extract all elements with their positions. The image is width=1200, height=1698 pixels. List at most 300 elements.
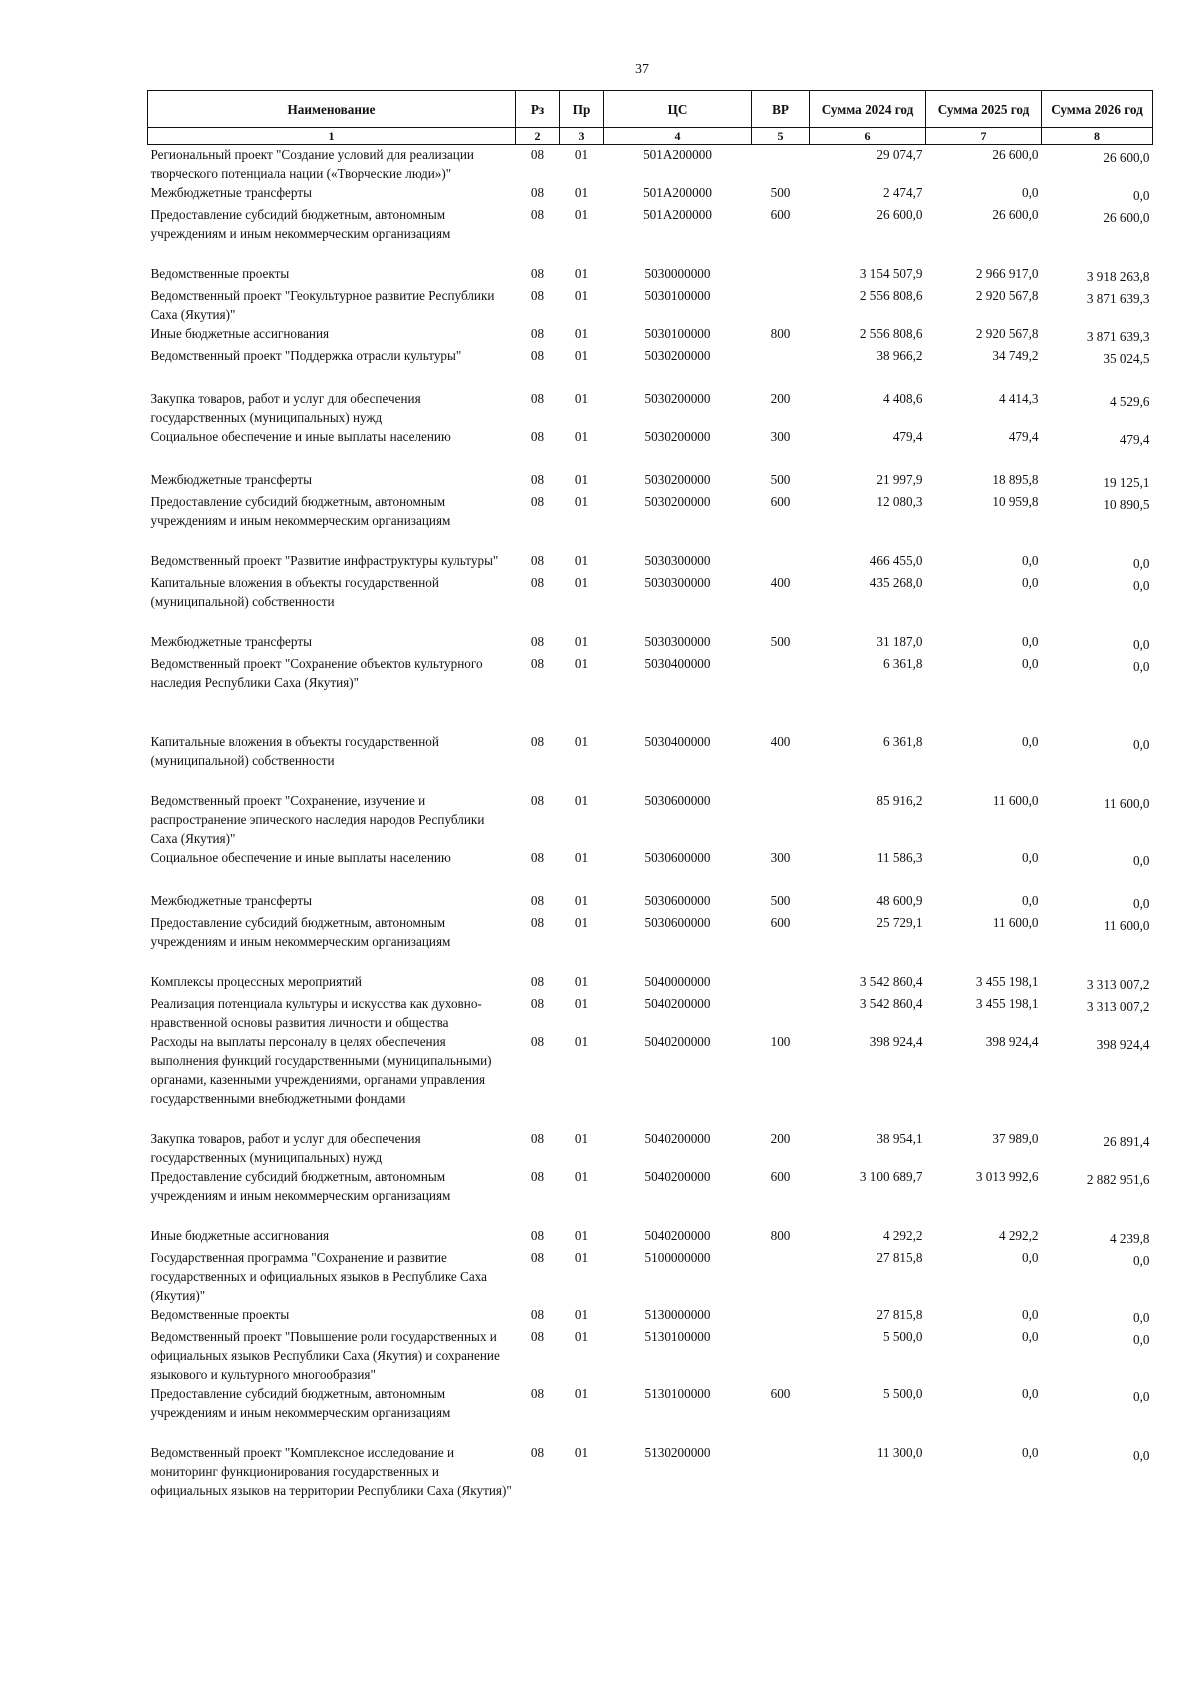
row-sum-2024: 48 600,9: [876, 893, 923, 908]
row-sum-2025: 2 966 917,0: [975, 266, 1039, 281]
row-pr: 01: [574, 185, 589, 200]
row-rz: 08: [530, 1445, 545, 1460]
row-sum-2025: 3 013 992,6: [975, 1169, 1039, 1184]
row-sum-2024: 31 187,0: [876, 634, 923, 649]
page-number: 37: [635, 62, 649, 77]
row-name: Ведомственные проекты: [150, 266, 290, 281]
col-number: 4: [604, 128, 752, 145]
row-rz: 08: [530, 494, 545, 509]
row-sum-2024: 3 542 860,4: [859, 996, 923, 1011]
row-sum-2024: 466 455,0: [869, 553, 923, 568]
row-sum-2026: 26 600,0: [1103, 210, 1150, 225]
row-sum-2024: 85 916,2: [876, 793, 923, 808]
row-cs: 5040200000: [644, 1131, 711, 1146]
row-sum-2025: 0,0: [1022, 185, 1039, 200]
row-pr: 01: [574, 575, 589, 590]
row-vr: [752, 1248, 810, 1305]
row-vr: 500: [770, 893, 791, 908]
row-sum-2025: 0,0: [1022, 634, 1039, 649]
row-vr: 300: [770, 429, 791, 444]
row-sum-2026: 10 890,5: [1103, 497, 1150, 512]
row-vr: 600: [770, 207, 791, 222]
row-name: Капитальные вложения в объекты государственной (муниципальной) собственности: [150, 734, 439, 768]
row-sum-2025: 0,0: [1022, 1386, 1039, 1401]
row-cs: 5130100000: [644, 1329, 711, 1344]
row-pr: 01: [574, 793, 589, 808]
row-vr: 800: [770, 1228, 791, 1243]
row-sum-2026: 3 918 263,8: [1086, 269, 1150, 284]
row-cs: 5040200000: [644, 996, 711, 1011]
row-rz: 08: [530, 893, 545, 908]
row-pr: 01: [574, 429, 589, 444]
row-cs: 501A200000: [643, 147, 712, 162]
row-sum-2025: 0,0: [1022, 850, 1039, 865]
row-sum-2024: 2 556 808,6: [859, 288, 923, 303]
col-number: 2: [516, 128, 560, 145]
row-pr: 01: [574, 893, 589, 908]
row-cs: 5030300000: [644, 553, 711, 568]
row-sum-2026: 19 125,1: [1103, 475, 1150, 490]
row-pr: 01: [574, 1307, 589, 1322]
row-name: Государственная программа "Сохранение и развитие государственных и официальных языков в Республике Саха (Якутия)": [150, 1250, 487, 1303]
row-vr: [752, 346, 810, 389]
col-number: 1: [148, 128, 516, 145]
row-sum-2026: 3 871 639,3: [1086, 329, 1150, 344]
table-row: [148, 1167, 1153, 1226]
row-sum-2026: 479,4: [1119, 432, 1150, 447]
row-rz: 08: [530, 147, 545, 162]
table-body: [148, 145, 1153, 1501]
table-row: [148, 264, 1153, 286]
table-row: [148, 492, 1153, 551]
row-name: Реализация потенциала культуры и искусства как духовно-нравственной основы развития личности и общества: [150, 996, 482, 1030]
table-row: [148, 1129, 1153, 1167]
row-name: Иные бюджетные ассигнования: [150, 1228, 330, 1243]
row-name: Комплексы процессных мероприятий: [150, 974, 362, 989]
row-pr: 01: [574, 147, 589, 162]
row-name: Ведомственный проект "Сохранение, изучение и распространение эпического наследия народов Республики Саха (Якутия)": [150, 793, 485, 846]
row-vr: 600: [770, 1169, 791, 1184]
row-sum-2025: 11 600,0: [992, 793, 1039, 808]
table-row: [148, 1226, 1153, 1248]
row-rz: 08: [530, 974, 545, 989]
row-cs: 5030200000: [644, 348, 711, 363]
table-row: [148, 1032, 1153, 1129]
row-sum-2024: 5 500,0: [882, 1329, 923, 1344]
row-rz: 08: [530, 575, 545, 590]
row-cs: 501A200000: [643, 207, 712, 222]
row-sum-2026: 0,0: [1133, 556, 1150, 571]
table-row: [148, 791, 1153, 848]
row-sum-2024: 398 924,4: [869, 1034, 923, 1049]
row-vr: 600: [770, 494, 791, 509]
row-sum-2025: 0,0: [1022, 1250, 1039, 1265]
row-name: Расходы на выплаты персоналу в целях обеспечения выполнения функций государственными (муниципальными) органами, казенными учреждениями, органами управления государственными внебюджетными фондами: [150, 1034, 492, 1106]
row-vr: 500: [770, 185, 791, 200]
row-rz: 08: [530, 734, 545, 749]
row-pr: 01: [574, 348, 589, 363]
row-pr: 01: [574, 553, 589, 568]
row-name: Социальное обеспечение и иные выплаты населению: [150, 850, 451, 865]
row-pr: 01: [574, 1169, 589, 1184]
row-name: Предоставление субсидий бюджетным, автономным учреждениям и иным некоммерческим организациям: [150, 1169, 451, 1203]
row-name: Предоставление субсидий бюджетным, автономным учреждениям и иным некоммерческим организациям: [150, 1386, 451, 1420]
col-number: 7: [926, 128, 1042, 145]
row-cs: 5040000000: [644, 974, 711, 989]
row-sum-2025: 34 749,2: [992, 348, 1039, 363]
row-rz: 08: [530, 1034, 545, 1049]
row-sum-2024: 25 729,1: [876, 915, 923, 930]
row-cs: 5030200000: [644, 494, 711, 509]
row-vr: [752, 1443, 810, 1500]
row-pr: 01: [574, 1228, 589, 1243]
row-sum-2024: 26 600,0: [876, 207, 923, 222]
row-rz: 08: [530, 1131, 545, 1146]
row-sum-2026: 0,0: [1133, 1253, 1150, 1268]
row-sum-2026: 0,0: [1133, 1448, 1150, 1463]
table-row: [148, 286, 1153, 324]
row-name: Предоставление субсидий бюджетным, автономным учреждениям и иным некоммерческим организациям: [150, 494, 451, 528]
row-rz: 08: [530, 472, 545, 487]
col-number: 8: [1042, 128, 1153, 145]
row-sum-2024: 6 361,8: [882, 656, 923, 671]
row-pr: 01: [574, 207, 589, 222]
table-row: [148, 1305, 1153, 1327]
row-pr: 01: [574, 634, 589, 649]
row-vr: 800: [770, 326, 791, 341]
row-name: Ведомственный проект "Комплексное исследование и мониторинг функционирования государственных и официальных языков на территории Республики Саха (Якутия)": [150, 1445, 512, 1498]
row-vr: 600: [770, 1386, 791, 1401]
row-sum-2024: 38 954,1: [876, 1131, 923, 1146]
row-cs: 5030600000: [644, 893, 711, 908]
col-header-sum2024: Сумма 2024 год: [810, 91, 926, 128]
row-sum-2025: 3 455 198,1: [975, 996, 1039, 1011]
row-cs: 5030400000: [644, 656, 711, 671]
row-sum-2024: 3 542 860,4: [859, 974, 923, 989]
row-vr: [752, 791, 810, 848]
row-sum-2026: 0,0: [1133, 188, 1150, 203]
row-sum-2024: 27 815,8: [876, 1250, 923, 1265]
row-name: Ведомственный проект "Повышение роли государственных и официальных языков Республики Саха (Якутия) и сохранение языкового и культурного многообразия": [150, 1329, 500, 1382]
row-rz: 08: [530, 1386, 545, 1401]
row-sum-2024: 11 300,0: [876, 1445, 923, 1460]
row-sum-2024: 3 100 689,7: [859, 1169, 923, 1184]
col-header-rz: Рз: [516, 91, 560, 128]
budget-table: [147, 90, 1153, 1500]
table-row: [148, 632, 1153, 654]
row-sum-2024: 6 361,8: [882, 734, 923, 749]
table-row: [148, 324, 1153, 346]
row-cs: 5030400000: [644, 734, 711, 749]
row-pr: 01: [574, 734, 589, 749]
row-sum-2025: 0,0: [1022, 734, 1039, 749]
col-header-name: Наименование: [148, 91, 516, 128]
row-vr: [752, 264, 810, 286]
row-pr: 01: [574, 391, 589, 406]
row-pr: 01: [574, 266, 589, 281]
row-sum-2024: 21 997,9: [876, 472, 923, 487]
row-pr: 01: [574, 326, 589, 341]
row-name: Ведомственный проект "Развитие инфраструктуры культуры": [150, 553, 499, 568]
table-row: [148, 732, 1153, 791]
row-pr: 01: [574, 850, 589, 865]
row-cs: 5030200000: [644, 391, 711, 406]
row-name: Межбюджетные трансферты: [150, 634, 312, 649]
row-sum-2025: 4 414,3: [998, 391, 1039, 406]
row-sum-2025: 398 924,4: [985, 1034, 1039, 1049]
table-row: [148, 427, 1153, 470]
row-sum-2024: 38 966,2: [876, 348, 923, 363]
col-number: 5: [752, 128, 810, 145]
row-sum-2024: 2 474,7: [882, 185, 923, 200]
table-row: [148, 551, 1153, 573]
row-sum-2026: 0,0: [1133, 637, 1150, 652]
row-name: Ведомственные проекты: [150, 1307, 290, 1322]
row-rz: 08: [530, 996, 545, 1011]
row-sum-2025: 4 292,2: [998, 1228, 1039, 1243]
table-row: [148, 1384, 1153, 1443]
row-sum-2026: 0,0: [1133, 659, 1150, 674]
row-cs: 5040200000: [644, 1228, 711, 1243]
row-cs: 5100000000: [644, 1250, 711, 1265]
row-vr: 400: [770, 575, 791, 590]
row-sum-2026: 0,0: [1133, 1389, 1150, 1404]
row-cs: 501A200000: [643, 185, 712, 200]
row-sum-2025: 37 989,0: [992, 1131, 1039, 1146]
row-pr: 01: [574, 288, 589, 303]
row-sum-2025: 0,0: [1022, 656, 1039, 671]
row-sum-2025: 3 455 198,1: [975, 974, 1039, 989]
row-pr: 01: [574, 656, 589, 671]
row-pr: 01: [574, 1034, 589, 1049]
row-sum-2026: 0,0: [1133, 896, 1150, 911]
row-vr: 200: [770, 1131, 791, 1146]
row-sum-2024: 435 268,0: [869, 575, 923, 590]
row-rz: 08: [530, 348, 545, 363]
table-row: [148, 389, 1153, 427]
row-vr: [752, 1327, 810, 1384]
row-vr: [752, 654, 810, 732]
table-row: [148, 470, 1153, 492]
row-vr: [752, 551, 810, 573]
row-name: Капитальные вложения в объекты государственной (муниципальной) собственности: [150, 575, 439, 609]
row-name: Предоставление субсидий бюджетным, автономным учреждениям и иным некоммерческим организациям: [150, 207, 451, 241]
row-vr: 100: [770, 1034, 791, 1049]
table-row: [148, 183, 1153, 205]
row-cs: 5030600000: [644, 793, 711, 808]
row-pr: 01: [574, 494, 589, 509]
header-row: [148, 91, 1153, 128]
row-pr: 01: [574, 1329, 589, 1344]
row-sum-2026: 35 024,5: [1103, 351, 1150, 366]
row-sum-2024: 4 408,6: [882, 391, 923, 406]
row-sum-2025: 2 920 567,8: [975, 326, 1039, 341]
row-name: Ведомственный проект "Поддержка отрасли культуры": [150, 348, 462, 363]
table-row: [148, 1327, 1153, 1384]
row-rz: 08: [530, 391, 545, 406]
row-pr: 01: [574, 1250, 589, 1265]
row-sum-2025: 2 920 567,8: [975, 288, 1039, 303]
row-sum-2025: 26 600,0: [992, 207, 1039, 222]
row-sum-2024: 29 074,7: [876, 147, 923, 162]
row-cs: 5040200000: [644, 1034, 711, 1049]
col-header-sum2025: Сумма 2025 год: [926, 91, 1042, 128]
col-header-pr: Пр: [560, 91, 604, 128]
table-row: [148, 913, 1153, 972]
col-header-vr: ВР: [752, 91, 810, 128]
table-row: [148, 654, 1153, 732]
row-sum-2024: 3 154 507,9: [859, 266, 923, 281]
row-rz: 08: [530, 553, 545, 568]
row-cs: 5030600000: [644, 915, 711, 930]
row-vr: 200: [770, 391, 791, 406]
row-vr: [752, 972, 810, 994]
row-name: Межбюджетные трансферты: [150, 185, 312, 200]
row-pr: 01: [574, 1445, 589, 1460]
row-sum-2024: 4 292,2: [882, 1228, 923, 1243]
row-rz: 08: [530, 656, 545, 671]
row-pr: 01: [574, 974, 589, 989]
row-sum-2025: 18 895,8: [992, 472, 1039, 487]
table-row: [148, 145, 1153, 184]
row-sum-2026: 11 600,0: [1103, 796, 1150, 811]
table-row: [148, 346, 1153, 389]
row-name: Межбюджетные трансферты: [150, 893, 312, 908]
row-sum-2025: 0,0: [1022, 1307, 1039, 1322]
row-cs: 5030200000: [644, 429, 711, 444]
row-sum-2024: 11 586,3: [876, 850, 923, 865]
row-sum-2025: 0,0: [1022, 1329, 1039, 1344]
row-pr: 01: [574, 996, 589, 1011]
table-row: [148, 848, 1153, 891]
row-pr: 01: [574, 915, 589, 930]
row-rz: 08: [530, 266, 545, 281]
row-sum-2026: 3 313 007,2: [1086, 999, 1150, 1014]
row-sum-2026: 2 882 951,6: [1086, 1172, 1150, 1187]
row-cs: 5030300000: [644, 634, 711, 649]
row-rz: 08: [530, 1307, 545, 1322]
row-sum-2026: 26 600,0: [1103, 150, 1150, 165]
row-sum-2025: 0,0: [1022, 553, 1039, 568]
col-number: 6: [810, 128, 926, 145]
row-sum-2026: 3 871 639,3: [1086, 291, 1150, 306]
table-row: [148, 994, 1153, 1032]
row-cs: 5030200000: [644, 472, 711, 487]
row-name: Межбюджетные трансферты: [150, 472, 312, 487]
row-rz: 08: [530, 288, 545, 303]
row-sum-2024: 12 080,3: [876, 494, 923, 509]
row-sum-2024: 5 500,0: [882, 1386, 923, 1401]
row-sum-2026: 4 529,6: [1109, 394, 1150, 409]
row-cs: 5130000000: [644, 1307, 711, 1322]
col-number: 3: [560, 128, 604, 145]
row-cs: 5030100000: [644, 288, 711, 303]
row-rz: 08: [530, 1228, 545, 1243]
row-sum-2026: 0,0: [1133, 853, 1150, 868]
row-cs: 5030300000: [644, 575, 711, 590]
row-sum-2024: 27 815,8: [876, 1307, 923, 1322]
row-sum-2024: 2 556 808,6: [859, 326, 923, 341]
table-row: [148, 972, 1153, 994]
row-vr: 600: [770, 915, 791, 930]
row-rz: 08: [530, 1329, 545, 1344]
row-pr: 01: [574, 472, 589, 487]
row-rz: 08: [530, 207, 545, 222]
row-rz: 08: [530, 1169, 545, 1184]
row-rz: 08: [530, 326, 545, 341]
row-sum-2025: 0,0: [1022, 575, 1039, 590]
row-rz: 08: [530, 915, 545, 930]
row-pr: 01: [574, 1131, 589, 1146]
col-header-sum2026: Сумма 2026 год: [1042, 91, 1153, 128]
row-rz: 08: [530, 634, 545, 649]
row-cs: 5030600000: [644, 850, 711, 865]
row-sum-2026: 0,0: [1133, 1310, 1150, 1325]
row-rz: 08: [530, 793, 545, 808]
row-sum-2026: 0,0: [1133, 737, 1150, 752]
row-vr: [752, 286, 810, 324]
row-name: Ведомственный проект "Геокультурное развитие Республики Саха (Якутия)": [150, 288, 495, 322]
table-row: [148, 1443, 1153, 1500]
row-sum-2026: 11 600,0: [1103, 918, 1150, 933]
row-name: Иные бюджетные ассигнования: [150, 326, 330, 341]
row-vr: [752, 994, 810, 1032]
row-vr: [752, 145, 810, 184]
row-sum-2025: 10 959,8: [992, 494, 1039, 509]
row-vr: 500: [770, 472, 791, 487]
row-rz: 08: [530, 429, 545, 444]
row-sum-2026: 26 891,4: [1103, 1134, 1150, 1149]
row-vr: [752, 1305, 810, 1327]
row-vr: 400: [770, 734, 791, 749]
row-sum-2025: 26 600,0: [992, 147, 1039, 162]
table-row: [148, 1248, 1153, 1305]
row-rz: 08: [530, 185, 545, 200]
row-sum-2026: 0,0: [1133, 1332, 1150, 1347]
row-cs: 5130200000: [644, 1445, 711, 1460]
row-pr: 01: [574, 1386, 589, 1401]
row-name: Закупка товаров, работ и услуг для обеспечения государственных (муниципальных) нужд: [150, 391, 421, 425]
column-number-row: [148, 128, 1153, 145]
row-cs: 5030100000: [644, 326, 711, 341]
row-cs: 5130100000: [644, 1386, 711, 1401]
row-rz: 08: [530, 1250, 545, 1265]
row-sum-2025: 0,0: [1022, 1445, 1039, 1460]
row-sum-2026: 3 313 007,2: [1086, 977, 1150, 992]
table-row: [148, 573, 1153, 632]
col-header-cs: ЦС: [604, 91, 752, 128]
row-vr: 500: [770, 634, 791, 649]
row-sum-2026: 0,0: [1133, 578, 1150, 593]
row-sum-2025: 479,4: [1008, 429, 1039, 444]
row-name: Социальное обеспечение и иные выплаты населению: [150, 429, 451, 444]
table-row: [148, 205, 1153, 264]
row-cs: 5030000000: [644, 266, 711, 281]
row-name: Предоставление субсидий бюджетным, автономным учреждениям и иным некоммерческим организациям: [150, 915, 451, 949]
row-name: Закупка товаров, работ и услуг для обеспечения государственных (муниципальных) нужд: [150, 1131, 421, 1165]
row-name: Ведомственный проект "Сохранение объектов культурного наследия Республики Саха (Якутия)": [150, 656, 483, 690]
row-rz: 08: [530, 850, 545, 865]
row-sum-2025: 0,0: [1022, 893, 1039, 908]
row-sum-2026: 398 924,4: [1096, 1037, 1150, 1052]
row-sum-2026: 4 239,8: [1109, 1231, 1150, 1246]
row-vr: 300: [770, 850, 791, 865]
row-name: Региональный проект "Создание условий для реализации творческого потенциала нации («Творческие люди»)": [150, 147, 474, 181]
row-sum-2024: 479,4: [892, 429, 923, 444]
table-row: [148, 891, 1153, 913]
row-sum-2025: 11 600,0: [992, 915, 1039, 930]
row-cs: 5040200000: [644, 1169, 711, 1184]
